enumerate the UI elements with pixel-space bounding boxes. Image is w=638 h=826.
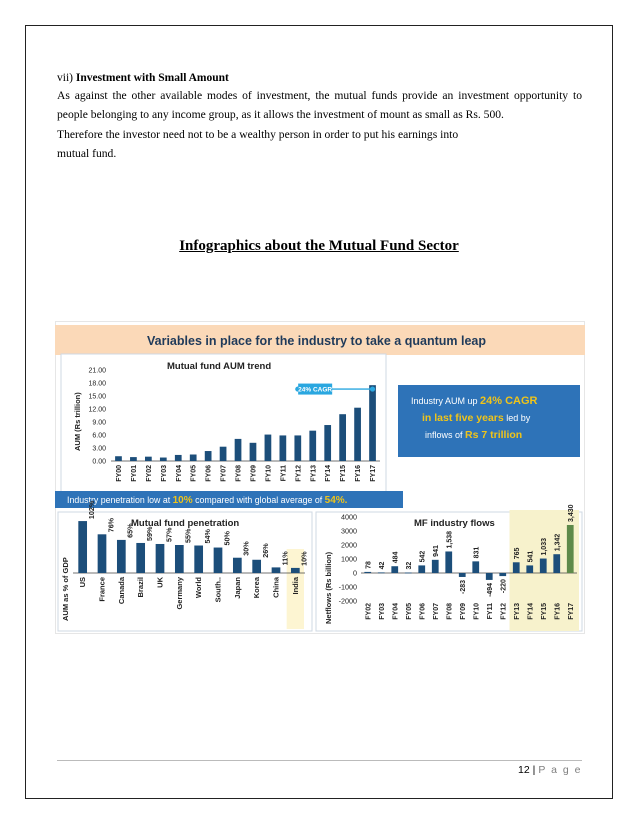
flows-bar (540, 559, 547, 573)
flows-y-tick: -2000 (338, 596, 357, 606)
penetration-x-tick: Brazil (136, 577, 146, 598)
flows-y-tick: -1000 (338, 582, 357, 592)
aum-bar (339, 414, 346, 461)
flows-x-tick: FY05 (405, 603, 413, 620)
aum-bar (250, 443, 257, 461)
flows-data-label: 42 (378, 561, 386, 570)
flows-x-tick: FY10 (473, 603, 481, 620)
flows-data-label: 3,430 (567, 504, 575, 522)
flows-x-tick: FY09 (459, 603, 467, 620)
flows-y-axis-label: Netflows (Rs billion) (324, 551, 333, 624)
penetration-data-label: 55% (183, 528, 193, 543)
aum-x-tick: FY08 (235, 465, 243, 482)
aum-bar (220, 447, 227, 461)
penetration-x-tick: China (271, 577, 281, 598)
flows-bar (405, 573, 412, 574)
penetration-data-label: 26% (261, 543, 271, 558)
penetration-x-tick: South.. (213, 577, 223, 603)
footer-rule (57, 760, 582, 761)
flows-data-label: 765 (513, 547, 521, 560)
penetration-bar (291, 568, 300, 573)
flows-data-label: -220 (500, 579, 508, 594)
penetration-bar (98, 534, 107, 573)
aum-bar (369, 385, 376, 461)
flows-chart-title: MF industry flows (414, 518, 495, 529)
flows-x-tick: FY06 (419, 603, 427, 620)
paragraph-line-2: Therefore the investor need not to be a wealthy person in order to put his earnings into (57, 127, 459, 141)
infographic (55, 321, 585, 634)
aum-x-tick: FY03 (160, 465, 168, 482)
penetration-x-tick: France (97, 577, 107, 602)
penetration-data-label: 30% (241, 541, 251, 556)
penetration-data-label: 59% (145, 526, 155, 541)
aum-y-tick: 21.00 (88, 367, 106, 375)
penetration-y-axis-label: AUM as % of GDP (61, 557, 70, 621)
flows-y-tick: 0 (353, 568, 357, 578)
callout-line-3: inflows of Rs 7 trillion (425, 429, 523, 441)
flows-x-tick: FY08 (446, 603, 454, 620)
aum-y-tick: 15.00 (88, 393, 106, 401)
top-banner-text: Variables in place for the industry to take a quantum leap (147, 334, 486, 348)
flows-data-label: 1,033 (540, 538, 548, 556)
penetration-data-label: 50% (222, 531, 232, 546)
flows-data-label: -494 (486, 582, 494, 597)
aum-x-tick: FY10 (265, 465, 273, 482)
aum-y-tick: 6.00 (92, 432, 106, 440)
paragraph-line-3: mutual fund. (57, 146, 117, 160)
flows-bar (432, 560, 439, 573)
aum-x-tick: FY02 (145, 465, 153, 482)
flows-y-tick: 4000 (341, 512, 357, 522)
aum-x-tick: FY13 (310, 465, 318, 482)
aum-x-tick: FY06 (205, 465, 213, 482)
penetration-data-label: 10% (299, 551, 309, 566)
penetration-x-tick: Korea (252, 577, 262, 599)
flows-data-label: 1,342 (554, 533, 562, 552)
penetration-x-tick: India (290, 577, 300, 595)
aum-chart-title: Mutual fund AUM trend (167, 361, 272, 372)
penetration-data-label: 11% (280, 551, 290, 566)
aum-bar (265, 435, 272, 461)
penetration-banner-text: Industry penetration low at 10% compared with global average of 54%. (67, 495, 348, 506)
flows-bar (553, 554, 560, 573)
aum-bar (354, 408, 361, 461)
penetration-bar (78, 521, 87, 573)
flows-data-label: 542 (419, 550, 427, 563)
penetration-data-label: 65% (125, 523, 135, 538)
aum-x-tick: FY07 (220, 465, 228, 482)
aum-x-tick: FY12 (295, 465, 303, 482)
aum-y-tick: 12.00 (88, 406, 106, 414)
flows-bar (445, 551, 452, 573)
aum-x-tick: FY14 (325, 465, 333, 482)
page-number: 12 | P a g e (517, 764, 582, 776)
aum-bar (130, 457, 137, 461)
callout-line-1: Industry AUM up 24% CAGR (411, 395, 538, 407)
aum-x-tick: FY04 (175, 465, 183, 482)
penetration-bar (156, 544, 165, 573)
flows-bar (513, 562, 520, 573)
flows-x-tick: FY12 (500, 603, 508, 620)
flows-bar (418, 565, 425, 573)
flows-bar (459, 573, 466, 577)
section-number: vii) (57, 72, 73, 84)
flows-x-tick: FY14 (527, 603, 535, 620)
body-text (57, 86, 582, 163)
aum-bar (145, 457, 152, 461)
aum-bar (235, 439, 242, 461)
aum-x-tick: FY05 (190, 465, 198, 482)
flows-data-label: 32 (405, 561, 413, 570)
callout-line-2: in last five years led by (422, 412, 531, 424)
penetration-bar (214, 548, 223, 573)
section-heading (57, 72, 229, 84)
aum-y-tick: 18.00 (88, 380, 106, 388)
aum-x-tick: FY11 (280, 465, 288, 482)
flows-data-label: 78 (365, 561, 373, 569)
penetration-x-tick: Japan (232, 577, 242, 599)
aum-y-tick: 0.00 (92, 458, 106, 466)
aum-x-tick: FY09 (250, 465, 258, 482)
page-label: P a g e (538, 764, 582, 776)
aum-x-tick: FY15 (340, 465, 348, 482)
cagr-label: 24% CAGR (298, 386, 333, 394)
flows-y-tick: 1000 (341, 554, 357, 564)
flows-x-tick: FY15 (540, 603, 548, 620)
paragraph-line-1: As against the other available modes of investment, the mutual funds provide an investment opportunity to people belonging to any income group, as it allows the investment of mount as small as Rs. 500. (57, 89, 582, 122)
penetration-bar (252, 560, 261, 573)
aum-bar (190, 455, 197, 462)
penetration-bar (233, 558, 242, 573)
infographic-canvas (55, 321, 585, 634)
aum-x-tick: FY00 (115, 465, 123, 482)
penetration-chart-title: Mutual fund penetration (131, 518, 240, 529)
flows-data-label: 484 (392, 551, 400, 564)
aum-bar (309, 431, 316, 461)
aum-bar (279, 435, 286, 461)
penetration-data-label: 57% (164, 527, 174, 542)
aum-y-tick: 3.00 (92, 445, 106, 453)
flows-data-label: -283 (459, 579, 467, 594)
penetration-x-tick: World (194, 577, 204, 599)
flows-y-tick: 3000 (341, 526, 357, 536)
penetration-data-label: 54% (203, 529, 213, 544)
flows-data-label: 831 (473, 546, 481, 559)
flows-x-tick: FY03 (378, 603, 386, 620)
page-number-value: 12 (517, 764, 530, 776)
aum-bar (324, 425, 331, 461)
flows-bar (526, 565, 533, 573)
aum-y-tick: 9.00 (92, 419, 106, 427)
penetration-x-tick: Canada (116, 577, 126, 605)
flows-bar (378, 572, 385, 573)
penetration-x-tick: UK (155, 577, 165, 588)
aum-x-tick: FY01 (130, 465, 138, 482)
flows-data-label: 541 (527, 550, 535, 563)
aum-bar (205, 451, 212, 461)
flows-x-tick: FY02 (365, 603, 373, 620)
flows-bar (391, 566, 398, 573)
penetration-data-label: 102% (87, 500, 97, 520)
aum-bar (294, 435, 301, 461)
penetration-bar (117, 540, 126, 573)
flows-x-tick: FY16 (554, 603, 562, 620)
penetration-bar (136, 543, 145, 573)
penetration-bar (194, 546, 203, 573)
aum-x-tick: FY16 (355, 465, 363, 482)
aum-bar (115, 456, 122, 461)
flows-bar (472, 561, 479, 573)
aum-bar (175, 455, 182, 461)
penetration-x-tick: US (78, 577, 88, 588)
penetration-bar (272, 567, 281, 573)
flows-x-tick: FY17 (567, 603, 575, 620)
penetration-data-label: 76% (106, 517, 116, 533)
flows-bar (499, 573, 506, 576)
flows-bar (567, 525, 574, 573)
flows-bar (486, 573, 493, 580)
cagr-end-dot (370, 386, 375, 391)
infographic-heading: Infographics about the Mutual Fund Sector (179, 238, 459, 254)
flows-x-tick: FY04 (392, 603, 400, 620)
flows-x-tick: FY07 (432, 603, 440, 620)
aum-bar (160, 458, 167, 461)
flows-bar (364, 572, 371, 573)
flows-y-tick: 2000 (341, 540, 357, 550)
penetration-bar (175, 545, 184, 573)
aum-x-tick: FY17 (370, 465, 378, 482)
flows-x-tick: FY11 (486, 603, 494, 620)
section-title: Investment with Small Amount (75, 72, 229, 84)
flows-x-tick: FY13 (513, 603, 521, 620)
aum-y-axis-label: AUM (Rs trillion) (73, 392, 82, 451)
flows-data-label: 1,538 (446, 530, 454, 549)
flows-data-label: 941 (432, 545, 440, 557)
penetration-x-tick: Germany (174, 577, 184, 610)
